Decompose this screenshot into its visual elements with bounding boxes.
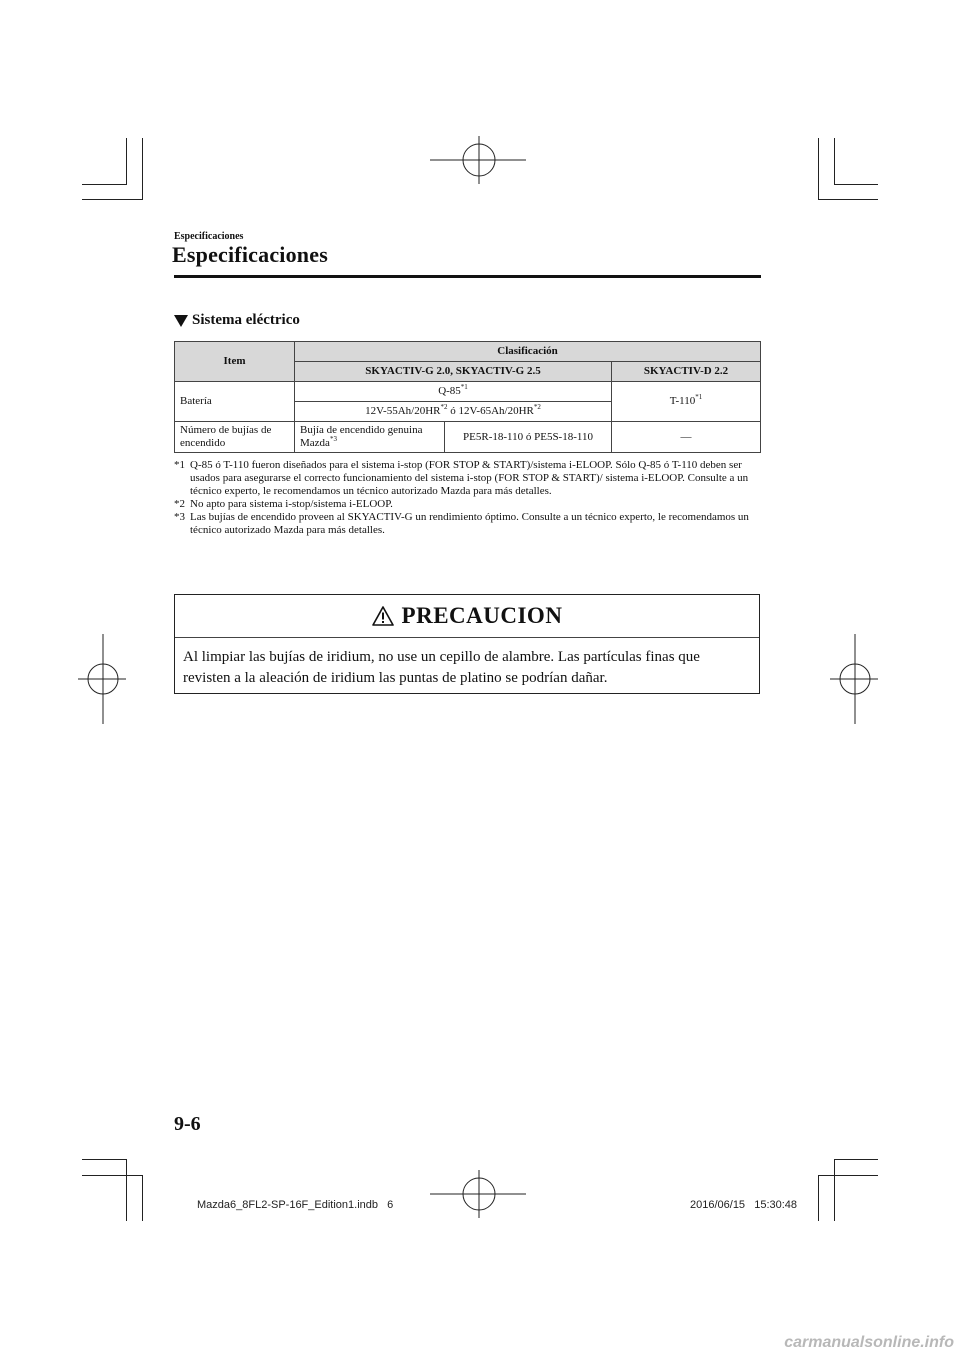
cell-bujias-part: PE5R-18-110 ó PE5S-18-110: [445, 422, 612, 453]
page-title: Especificaciones: [172, 242, 328, 267]
triangle-down-icon: [174, 315, 188, 327]
cell-bujias-d: —: [612, 422, 761, 453]
section-heading-text: Sistema eléctrico: [192, 312, 300, 328]
cell-bateria-d: [612, 382, 761, 422]
footnote-text: Las bujías de encendido proveen al SKYACTIV-G un rendimiento óptimo. Consulte a un técnico experto, le recomendamos un técnico autorizado Mazda para más detalles.: [190, 511, 749, 536]
cell-bujias-desc: [295, 422, 445, 453]
header-item: Item: [175, 342, 295, 382]
footnote-key: *3: [174, 511, 185, 523]
warning-triangle-icon: [372, 606, 394, 626]
header-clasificacion: Clasificación: [295, 342, 761, 362]
caution-box: [174, 594, 760, 694]
header-skyactiv-g: SKYACTIV-G 2.0, SKYACTIV-G 2.5: [295, 362, 612, 382]
footer-file-name: Mazda6_8FL2-SP-16F_Edition1.indb 6: [197, 1199, 394, 1211]
table-row: [175, 382, 761, 402]
electrical-spec-table: [174, 341, 761, 453]
battery-65ah: ó 12V-65Ah/20HR: [447, 405, 534, 417]
battery-55ah: 12V-55Ah/20HR: [365, 405, 441, 417]
registration-mark-right: [830, 634, 880, 724]
footnote: [174, 498, 760, 511]
footnote-key: *1: [174, 459, 185, 471]
title-divider: [174, 275, 761, 278]
footnote-text: Q-85 ó T-110 fueron diseñados para el sistema i-stop (FOR STOP & START)/sistema i-ELOOP. Sólo Q-85 ó T-110 deben ser usados para asegurarse el correcto funcionamiento del sistema i-stop (FOR STOP & START)/ sistema i-ELOOP. Consulte a un técnico experto, le recomendamos un técnico autorizado Mazda para más detalles.: [190, 459, 749, 497]
footnote-key: *2: [174, 498, 185, 510]
caution-body: Al limpiar las bujías de iridium, no use un cepillo de alambre. Las partículas finas que revisten a la aleación de iridium las puntas de platino se podrían dañar.: [183, 649, 700, 686]
footnote-ref: *1: [460, 383, 468, 391]
watermark: carmanualsonline.info: [784, 1334, 954, 1351]
cell-bateria-g2: [295, 402, 612, 422]
header-skyactiv-d: SKYACTIV-D 2.2: [612, 362, 761, 382]
footnote-ref: *1: [695, 393, 703, 401]
battery-q85: Q-85: [438, 385, 461, 397]
footnotes: [174, 459, 760, 537]
footer-timestamp: 2016/06/15 15:30:48: [690, 1199, 798, 1211]
row-label-bujias: Número de bujías de encendido: [175, 422, 295, 453]
table-row: [175, 422, 761, 453]
row-label-bateria: Batería: [175, 382, 295, 422]
footnote: [174, 511, 760, 537]
registration-mark-bottom: [430, 1170, 530, 1220]
cell-bateria-g1: [295, 382, 612, 402]
footnote: [174, 459, 760, 498]
caution-title: PRECAUCION: [401, 603, 563, 628]
page-number: 9-6: [174, 1113, 201, 1135]
spark-plug-desc: Bujía de encendido genuina Mazda: [300, 424, 423, 449]
registration-mark-top: [430, 136, 530, 186]
battery-t110: T-110: [669, 395, 696, 407]
caution-header: [175, 595, 759, 638]
footnote-ref: *2: [533, 403, 541, 411]
footnote-ref: *2: [440, 403, 448, 411]
footnote-text: No apto para sistema i-stop/sistema i-ELOOP.: [190, 498, 393, 510]
registration-mark-left: [78, 634, 128, 724]
section-heading: [174, 312, 300, 329]
breadcrumb: Especificaciones: [174, 231, 244, 242]
footnote-ref: *3: [329, 435, 337, 443]
table-header-row: [175, 342, 761, 362]
